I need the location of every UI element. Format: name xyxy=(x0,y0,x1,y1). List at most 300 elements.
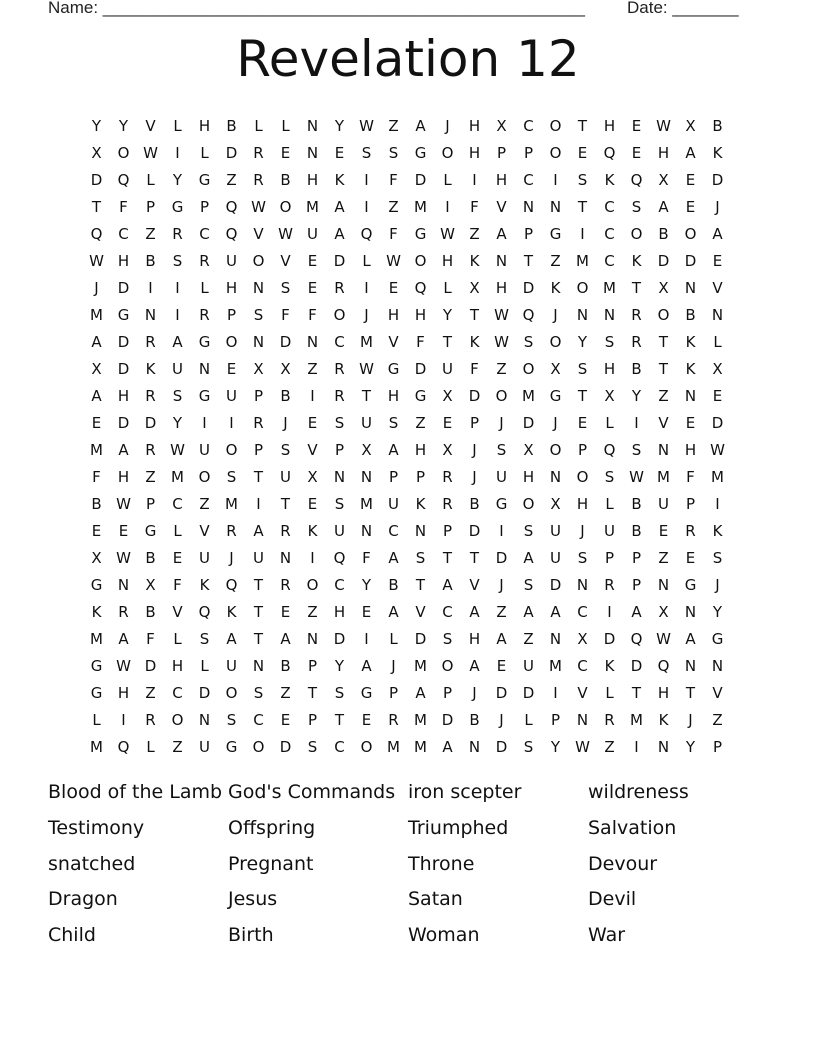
grid-letter: L xyxy=(200,657,209,675)
grid-letter: F xyxy=(470,198,479,216)
grid-letter: M xyxy=(657,468,670,486)
grid-letter: B xyxy=(145,603,156,621)
word-search-grid xyxy=(83,113,731,761)
grid-letter: T xyxy=(280,495,291,513)
grid-letter: J xyxy=(715,198,720,216)
grid-letter: A xyxy=(712,225,723,243)
grid-letter: I xyxy=(580,225,585,243)
grid-letter: T xyxy=(253,630,264,648)
grid-letter: H xyxy=(225,279,238,297)
grid-letter: X xyxy=(685,117,696,135)
grid-letter: R xyxy=(199,306,210,324)
grid-letter: X xyxy=(658,171,669,189)
grid-letter: N xyxy=(576,576,589,594)
grid-letter: Y xyxy=(685,738,696,756)
grid-letter: N xyxy=(279,549,292,567)
grid-letter: W xyxy=(710,441,725,459)
grid-letter: U xyxy=(523,657,534,675)
grid-letter: J xyxy=(364,306,369,324)
grid-letter: M xyxy=(225,495,238,513)
header xyxy=(48,0,748,20)
grid-letter: Z xyxy=(307,603,318,621)
grid-letter: L xyxy=(146,738,155,756)
grid-letter: N xyxy=(306,630,319,648)
grid-letter: D xyxy=(549,576,562,594)
grid-letter: Z xyxy=(712,711,723,729)
grid-letter: D xyxy=(414,630,427,648)
word-list-item: Birth xyxy=(228,924,274,947)
grid-letter: K xyxy=(631,252,642,270)
grid-letter: M xyxy=(630,711,643,729)
grid-letter: W xyxy=(170,441,185,459)
grid-letter: N xyxy=(360,468,373,486)
grid-letter: L xyxy=(389,630,398,648)
grid-letter: N xyxy=(198,360,211,378)
grid-letter: X xyxy=(145,576,156,594)
grid-letter: C xyxy=(523,171,534,189)
grid-letter: D xyxy=(603,630,616,648)
grid-letter: E xyxy=(631,117,642,135)
grid-letter: P xyxy=(496,144,507,162)
grid-letter: E xyxy=(685,414,696,432)
grid-letter: N xyxy=(306,117,319,135)
grid-letter: G xyxy=(90,576,103,594)
grid-letter: S xyxy=(577,171,588,189)
grid-letter: O xyxy=(225,441,238,459)
grid-letter: X xyxy=(91,549,102,567)
grid-letter: S xyxy=(631,198,642,216)
grid-letter: Z xyxy=(307,360,318,378)
grid-letter: A xyxy=(631,603,642,621)
grid-row xyxy=(83,599,731,626)
grid-letter: P xyxy=(307,657,318,675)
grid-letter: H xyxy=(414,306,427,324)
grid-letter: S xyxy=(226,711,237,729)
grid-row xyxy=(83,464,731,491)
grid-letter: T xyxy=(631,684,642,702)
grid-letter: E xyxy=(280,144,291,162)
grid-letter: D xyxy=(279,333,292,351)
grid-letter: B xyxy=(658,225,669,243)
grid-letter: S xyxy=(604,333,615,351)
grid-letter: Z xyxy=(496,603,507,621)
grid-letter: Y xyxy=(712,603,723,621)
grid-letter: H xyxy=(117,468,130,486)
grid-letter: R xyxy=(253,144,264,162)
grid-letter: J xyxy=(553,306,558,324)
grid-letter: R xyxy=(604,711,615,729)
grid-letter: E xyxy=(442,414,453,432)
grid-letter: V xyxy=(415,603,426,621)
grid-letter: M xyxy=(387,738,400,756)
grid-letter: W xyxy=(440,225,455,243)
grid-letter: R xyxy=(334,387,345,405)
grid-letter: T xyxy=(442,549,453,567)
grid-letter: D xyxy=(144,657,157,675)
grid-letter: E xyxy=(712,252,723,270)
word-list-item: Woman xyxy=(408,924,480,947)
grid-letter: U xyxy=(199,738,210,756)
grid-letter: B xyxy=(226,117,237,135)
grid-letter: G xyxy=(90,657,103,675)
grid-letter: T xyxy=(658,333,669,351)
grid-letter: G xyxy=(117,306,130,324)
grid-letter: I xyxy=(256,495,261,513)
grid-letter: R xyxy=(253,414,264,432)
grid-letter: Y xyxy=(118,117,129,135)
grid-letter: F xyxy=(470,360,479,378)
grid-letter: O xyxy=(522,495,535,513)
grid-letter: N xyxy=(117,576,130,594)
grid-letter: E xyxy=(388,279,399,297)
grid-letter: O xyxy=(117,144,130,162)
grid-letter: E xyxy=(307,252,318,270)
grid-letter: X xyxy=(91,360,102,378)
grid-letter: U xyxy=(361,414,372,432)
grid-letter: V xyxy=(496,198,507,216)
grid-letter: B xyxy=(685,306,696,324)
grid-letter: N xyxy=(252,333,265,351)
grid-letter: I xyxy=(715,495,720,513)
grid-letter: W xyxy=(656,630,671,648)
grid-letter: L xyxy=(200,144,209,162)
grid-letter: H xyxy=(387,387,400,405)
grid-letter: E xyxy=(307,279,318,297)
grid-letter: P xyxy=(604,549,615,567)
grid-letter: M xyxy=(414,711,427,729)
grid-letter: G xyxy=(414,387,427,405)
grid-letter: Y xyxy=(334,117,345,135)
grid-letter: W xyxy=(89,252,104,270)
grid-letter: N xyxy=(306,333,319,351)
date-field-label[interactable]: Date: _______ xyxy=(627,0,739,17)
grid-letter: V xyxy=(253,225,264,243)
word-list-item: Blood of the Lamb xyxy=(48,781,223,803)
grid-letter: C xyxy=(604,252,615,270)
grid-letter: S xyxy=(496,441,507,459)
grid-letter: V xyxy=(658,414,669,432)
grid-letter: G xyxy=(387,360,400,378)
grid-letter: N xyxy=(576,306,589,324)
grid-letter: W xyxy=(116,549,131,567)
grid-letter: G xyxy=(414,144,427,162)
grid-row xyxy=(83,653,731,680)
grid-letter: E xyxy=(334,144,345,162)
grid-letter: B xyxy=(631,522,642,540)
word-list-item: Devour xyxy=(588,852,658,875)
grid-letter: A xyxy=(685,144,696,162)
grid-letter: Q xyxy=(630,171,643,189)
grid-letter: M xyxy=(90,630,103,648)
grid-letter: P xyxy=(145,198,156,216)
grid-letter: A xyxy=(253,522,264,540)
grid-letter: Z xyxy=(388,117,399,135)
grid-letter: I xyxy=(634,738,639,756)
grid-letter: R xyxy=(226,522,237,540)
grid-letter: P xyxy=(253,387,264,405)
grid-letter: X xyxy=(712,360,723,378)
grid-letter: Y xyxy=(577,333,588,351)
grid-letter: E xyxy=(172,549,183,567)
grid-letter: I xyxy=(445,198,450,216)
grid-letter: Y xyxy=(550,738,561,756)
grid-letter: J xyxy=(715,576,720,594)
grid-letter: H xyxy=(387,306,400,324)
grid-letter: I xyxy=(472,171,477,189)
grid-letter: T xyxy=(469,306,480,324)
grid-letter: T xyxy=(469,549,480,567)
grid-letter: H xyxy=(171,657,184,675)
grid-letter: T xyxy=(415,576,426,594)
grid-letter: Y xyxy=(361,576,372,594)
grid-letter: G xyxy=(495,495,508,513)
grid-letter: L xyxy=(605,495,614,513)
grid-letter: L xyxy=(443,279,452,297)
grid-letter: P xyxy=(577,441,588,459)
grid-row xyxy=(83,626,731,653)
grid-letter: L xyxy=(605,684,614,702)
grid-letter: U xyxy=(226,387,237,405)
grid-letter: H xyxy=(495,171,508,189)
grid-letter: R xyxy=(280,522,291,540)
grid-letter: N xyxy=(549,630,562,648)
grid-letter: Q xyxy=(117,171,130,189)
grid-letter: S xyxy=(631,441,642,459)
grid-letter: Z xyxy=(604,738,615,756)
grid-letter: D xyxy=(711,414,724,432)
grid-letter: X xyxy=(658,603,669,621)
grid-letter: C xyxy=(577,603,588,621)
grid-letter: E xyxy=(685,198,696,216)
grid-letter: O xyxy=(252,252,265,270)
grid-letter: J xyxy=(94,279,99,297)
grid-letter: F xyxy=(92,468,101,486)
grid-letter: F xyxy=(416,333,425,351)
grid-letter: F xyxy=(389,225,398,243)
grid-letter: U xyxy=(226,252,237,270)
grid-letter: E xyxy=(631,144,642,162)
grid-letter: T xyxy=(361,387,372,405)
grid-letter: A xyxy=(415,684,426,702)
grid-row xyxy=(83,707,731,734)
grid-letter: V xyxy=(712,684,723,702)
grid-letter: C xyxy=(604,198,615,216)
grid-letter: A xyxy=(685,630,696,648)
grid-letter: R xyxy=(172,225,183,243)
grid-letter: U xyxy=(172,360,183,378)
grid-letter: Z xyxy=(199,495,210,513)
grid-letter: S xyxy=(334,684,345,702)
grid-row xyxy=(83,113,731,140)
grid-letter: E xyxy=(280,711,291,729)
grid-letter: H xyxy=(684,441,697,459)
grid-letter: S xyxy=(523,738,534,756)
grid-letter: T xyxy=(253,468,264,486)
word-list xyxy=(48,778,768,957)
grid-letter: N xyxy=(684,657,697,675)
word-list-item: Offspring xyxy=(228,816,316,839)
grid-letter: G xyxy=(144,522,157,540)
grid-letter: L xyxy=(281,117,290,135)
grid-letter: M xyxy=(90,738,103,756)
word-list-item: Dragon xyxy=(48,888,118,911)
grid-letter: D xyxy=(90,171,103,189)
grid-letter: V xyxy=(199,522,210,540)
grid-letter: F xyxy=(146,630,155,648)
grid-letter: U xyxy=(604,522,615,540)
grid-letter: N xyxy=(495,252,508,270)
grid-letter: S xyxy=(172,252,183,270)
grid-letter: K xyxy=(307,522,318,540)
grid-letter: T xyxy=(685,684,696,702)
grid-letter: P xyxy=(388,684,399,702)
word-list-item: God's Commands xyxy=(228,781,396,803)
grid-letter: H xyxy=(414,441,427,459)
grid-letter: D xyxy=(522,684,535,702)
grid-letter: K xyxy=(226,603,237,621)
grid-letter: M xyxy=(414,738,427,756)
grid-letter: C xyxy=(388,522,399,540)
grid-letter: B xyxy=(91,495,102,513)
grid-letter: Z xyxy=(145,468,156,486)
grid-letter: R xyxy=(604,576,615,594)
grid-row xyxy=(83,356,731,383)
grid-letter: H xyxy=(576,495,589,513)
grid-letter: A xyxy=(118,441,129,459)
grid-letter: L xyxy=(713,333,722,351)
grid-letter: K xyxy=(658,711,669,729)
grid-letter: V xyxy=(388,333,399,351)
grid-letter: Q xyxy=(90,225,103,243)
grid-letter: E xyxy=(496,657,507,675)
grid-letter: O xyxy=(198,468,211,486)
grid-letter: U xyxy=(307,225,318,243)
grid-letter: E xyxy=(307,495,318,513)
grid-letter: P xyxy=(469,414,480,432)
grid-letter: S xyxy=(523,576,534,594)
grid-letter: L xyxy=(362,252,371,270)
grid-letter: O xyxy=(549,117,562,135)
grid-letter: W xyxy=(359,360,374,378)
grid-letter: S xyxy=(334,495,345,513)
grid-letter: O xyxy=(306,576,319,594)
grid-letter: O xyxy=(441,144,454,162)
grid-letter: W xyxy=(116,495,131,513)
grid-letter: Q xyxy=(225,576,238,594)
grid-letter: A xyxy=(415,117,426,135)
name-field-label[interactable]: Name: ___________________________________________________ xyxy=(48,0,585,17)
grid-letter: O xyxy=(576,279,589,297)
grid-row xyxy=(83,572,731,599)
grid-letter: C xyxy=(118,225,129,243)
grid-letter: Q xyxy=(603,441,616,459)
grid-letter: L xyxy=(524,711,533,729)
grid-letter: X xyxy=(604,387,615,405)
grid-letter: E xyxy=(118,522,129,540)
grid-letter: O xyxy=(684,225,697,243)
grid-letter: D xyxy=(414,171,427,189)
grid-row xyxy=(83,248,731,275)
grid-letter: H xyxy=(468,144,481,162)
grid-letter: B xyxy=(388,576,399,594)
grid-letter: R xyxy=(334,360,345,378)
grid-letter: R xyxy=(280,576,291,594)
grid-letter: Y xyxy=(631,387,642,405)
grid-letter: J xyxy=(472,684,477,702)
grid-letter: C xyxy=(334,576,345,594)
grid-letter: D xyxy=(333,630,346,648)
grid-row xyxy=(83,734,731,761)
grid-letter: A xyxy=(496,225,507,243)
grid-letter: X xyxy=(523,441,534,459)
grid-letter: A xyxy=(334,198,345,216)
grid-letter: N xyxy=(252,657,265,675)
grid-letter: A xyxy=(496,630,507,648)
grid-letter: L xyxy=(173,117,182,135)
grid-letter: N xyxy=(360,522,373,540)
grid-letter: K xyxy=(685,333,696,351)
grid-letter: N xyxy=(549,198,562,216)
grid-letter: P xyxy=(226,306,237,324)
grid-row xyxy=(83,194,731,221)
grid-letter: L xyxy=(254,117,263,135)
grid-letter: X xyxy=(361,441,372,459)
grid-letter: H xyxy=(117,387,130,405)
grid-letter: E xyxy=(577,414,588,432)
grid-letter: N xyxy=(576,711,589,729)
grid-letter: C xyxy=(604,225,615,243)
grid-letter: I xyxy=(499,522,504,540)
grid-letter: S xyxy=(712,549,723,567)
grid-letter: R xyxy=(388,711,399,729)
grid-letter: S xyxy=(577,360,588,378)
grid-letter: A xyxy=(658,198,669,216)
grid-letter: Q xyxy=(657,657,670,675)
grid-letter: D xyxy=(522,279,535,297)
grid-row xyxy=(83,437,731,464)
grid-letter: K xyxy=(415,495,426,513)
grid-letter: Z xyxy=(226,171,237,189)
grid-letter: Z xyxy=(388,198,399,216)
grid-letter: T xyxy=(307,684,318,702)
page-title: Revelation 12 xyxy=(236,30,580,88)
grid-letter: C xyxy=(523,117,534,135)
grid-letter: R xyxy=(685,522,696,540)
grid-letter: M xyxy=(414,657,427,675)
grid-letter: B xyxy=(631,360,642,378)
grid-letter: D xyxy=(117,333,130,351)
grid-letter: Q xyxy=(198,603,211,621)
grid-letter: N xyxy=(684,603,697,621)
grid-letter: U xyxy=(280,468,291,486)
grid-letter: D xyxy=(117,279,130,297)
grid-letter: X xyxy=(577,630,588,648)
grid-letter: K xyxy=(145,360,156,378)
grid-letter: L xyxy=(200,279,209,297)
grid-letter: X xyxy=(442,441,453,459)
grid-letter: R xyxy=(631,306,642,324)
grid-letter: S xyxy=(523,522,534,540)
grid-letter: D xyxy=(495,684,508,702)
grid-letter: Q xyxy=(225,225,238,243)
grid-letter: R xyxy=(199,252,210,270)
grid-letter: X xyxy=(658,279,669,297)
word-list-item: Throne xyxy=(408,852,475,875)
grid-letter: P xyxy=(334,441,345,459)
grid-letter: N xyxy=(414,522,427,540)
grid-letter: A xyxy=(91,387,102,405)
grid-letter: N xyxy=(657,441,670,459)
